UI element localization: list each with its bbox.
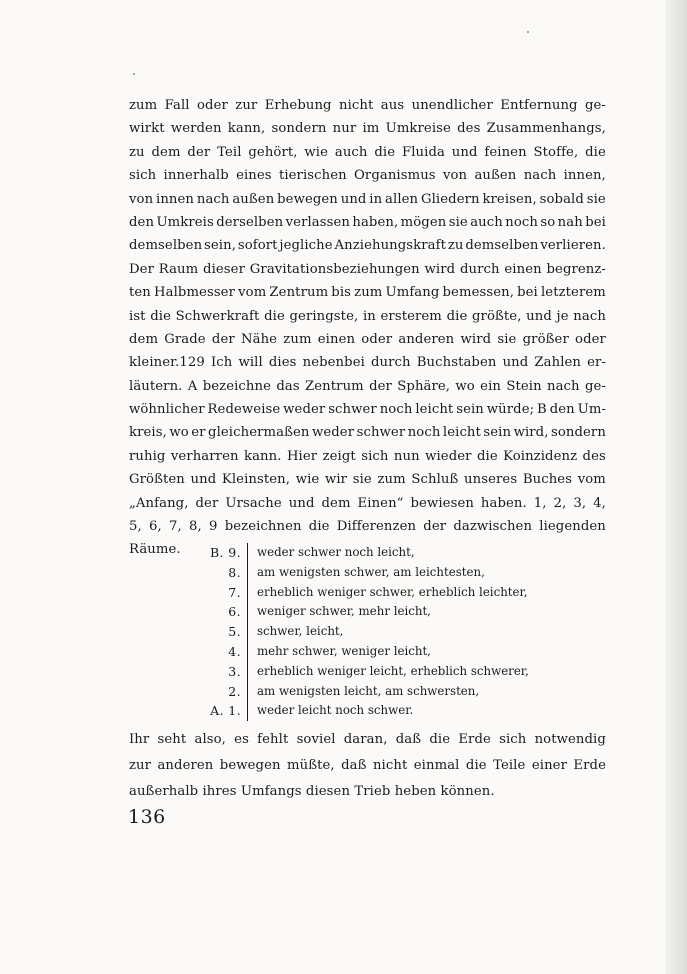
scale-divider [247,622,248,642]
scale-row-text: erheblich weniger schwer, erheblich leichter, [257,584,528,599]
scale-row-label: 5. [228,624,241,640]
text-line: kleiner.129 Ich will dies nebenbei durch Buchstaben und Zahlen er- [129,355,606,371]
scale-row-text: schwer, leicht, [257,624,344,639]
text-line: Größten und Kleinsten, wie wir sie zum Schluß unseres Buches vom [129,472,606,488]
paper-speck [133,73,135,75]
scale-row-text: am wenigsten schwer, am leichtesten, [257,564,485,579]
text-line: den Umkreis derselben verlassen haben, mögen sie auch noch so nah bei [129,214,606,230]
text-line: demselben sein, sofort jegliche Anziehungskraft zu demselben verlieren. [129,238,606,254]
text-line: ruhig verharren kann. Hier zeigt sich nun wieder die Koinzidenz des [129,448,606,464]
scale-divider [247,662,248,682]
main-paragraph [129,94,606,562]
conclusion-line: zur anderen bewegen müßte, daß nicht einmal die Teile einer Erde [129,758,606,773]
scale-row-label: 6. [228,604,241,620]
scale-row-label: 3. [228,663,241,679]
scale-divider [247,701,248,721]
scale-row [200,622,529,642]
scale-row-text: weder schwer noch leicht, [257,545,415,559]
scale-divider [247,602,248,622]
page-number: 136 [128,806,166,828]
scale-row-text: weniger schwer, mehr leicht, [257,604,431,619]
text-line: läutern. A bezeichne das Zentrum der Sphäre, wo ein Stein nach ge- [129,378,606,394]
conclusion-line: außerhalb ihres Umfangs diesen Trieb heben können. [129,784,495,799]
text-line: ten Halbmesser vom Zentrum bis zum Umfang bemessen, bei letzterem [129,285,606,301]
scale-row [200,583,529,603]
scale-row [200,682,529,702]
text-line: wirkt werden kann, sondern nur im Umkreise des Zusammenhangs, [129,121,606,137]
scale-row [200,642,529,662]
text-line: zum Fall oder zur Erhebung nicht aus unendlicher Entfernung ge- [129,98,606,113]
text-line: Der Raum dieser Gravitationsbeziehungen wird durch einen begrenz- [129,261,606,277]
text-line: ist die Schwerkraft die geringste, in ersterem die größte, und je nach [129,308,606,324]
scale-divider [247,642,248,662]
scale-row-text: am wenigsten leicht, am schwersten, [257,683,480,698]
text-line: von innen nach außen bewegen und in allen Gliedern kreisen, sobald sie [129,191,606,207]
scale-row [200,602,529,622]
page-edge-shadow [665,0,687,974]
scale-divider [247,682,248,702]
paper-speck [527,31,529,33]
scale-divider [247,583,248,603]
scale-row-label: 4. [228,643,241,659]
text-line: wöhnlicher Redeweise weder schwer noch leicht sein würde; B den Um- [129,402,606,418]
scale-row-label: 7. [228,584,241,600]
text-line: sich innerhalb eines tierischen Organismus von außen nach innen, [129,168,606,184]
scale-row [200,701,529,721]
text-line: kreis, wo er gleichermaßen weder schwer noch leicht sein wird, sondern [129,425,606,441]
scale-row-label: B. 9. [209,545,241,560]
scale-row-text: weder leicht noch schwer. [257,703,414,718]
scale-row [200,662,529,682]
scale-divider [247,563,248,583]
scale-row-label: A. 1. [210,703,241,719]
text-line: 5, 6, 7, 8, 9 bezeichnen die Differenzen der dazwischen liegenden [129,519,606,535]
text-line: „Anfang, der Ursache und dem Einen“ bewiesen haben. 1, 2, 3, 4, [129,495,606,511]
gravity-scale-table [200,543,529,721]
scale-divider [247,543,248,563]
scale-row [200,543,529,563]
scale-row-label: 2. [228,683,241,699]
scale-row-text: erheblich weniger leicht, erheblich schwerer, [257,663,529,678]
conclusion-line: Ihr seht also, es fehlt soviel daran, daß die Erde sich notwendig [129,732,606,747]
text-line: dem Grade der Nähe zum einen oder anderen wird sie größer oder [129,331,606,347]
text-line: Räume. [129,542,181,558]
scale-row [200,563,529,583]
scale-row-label: 8. [228,564,241,580]
scale-row-text: mehr schwer, weniger leicht, [257,643,431,658]
conclusion-paragraph [129,727,606,805]
text-line: zu dem der Teil gehört, wie auch die Fluida und feinen Stoffe, die [129,144,606,160]
